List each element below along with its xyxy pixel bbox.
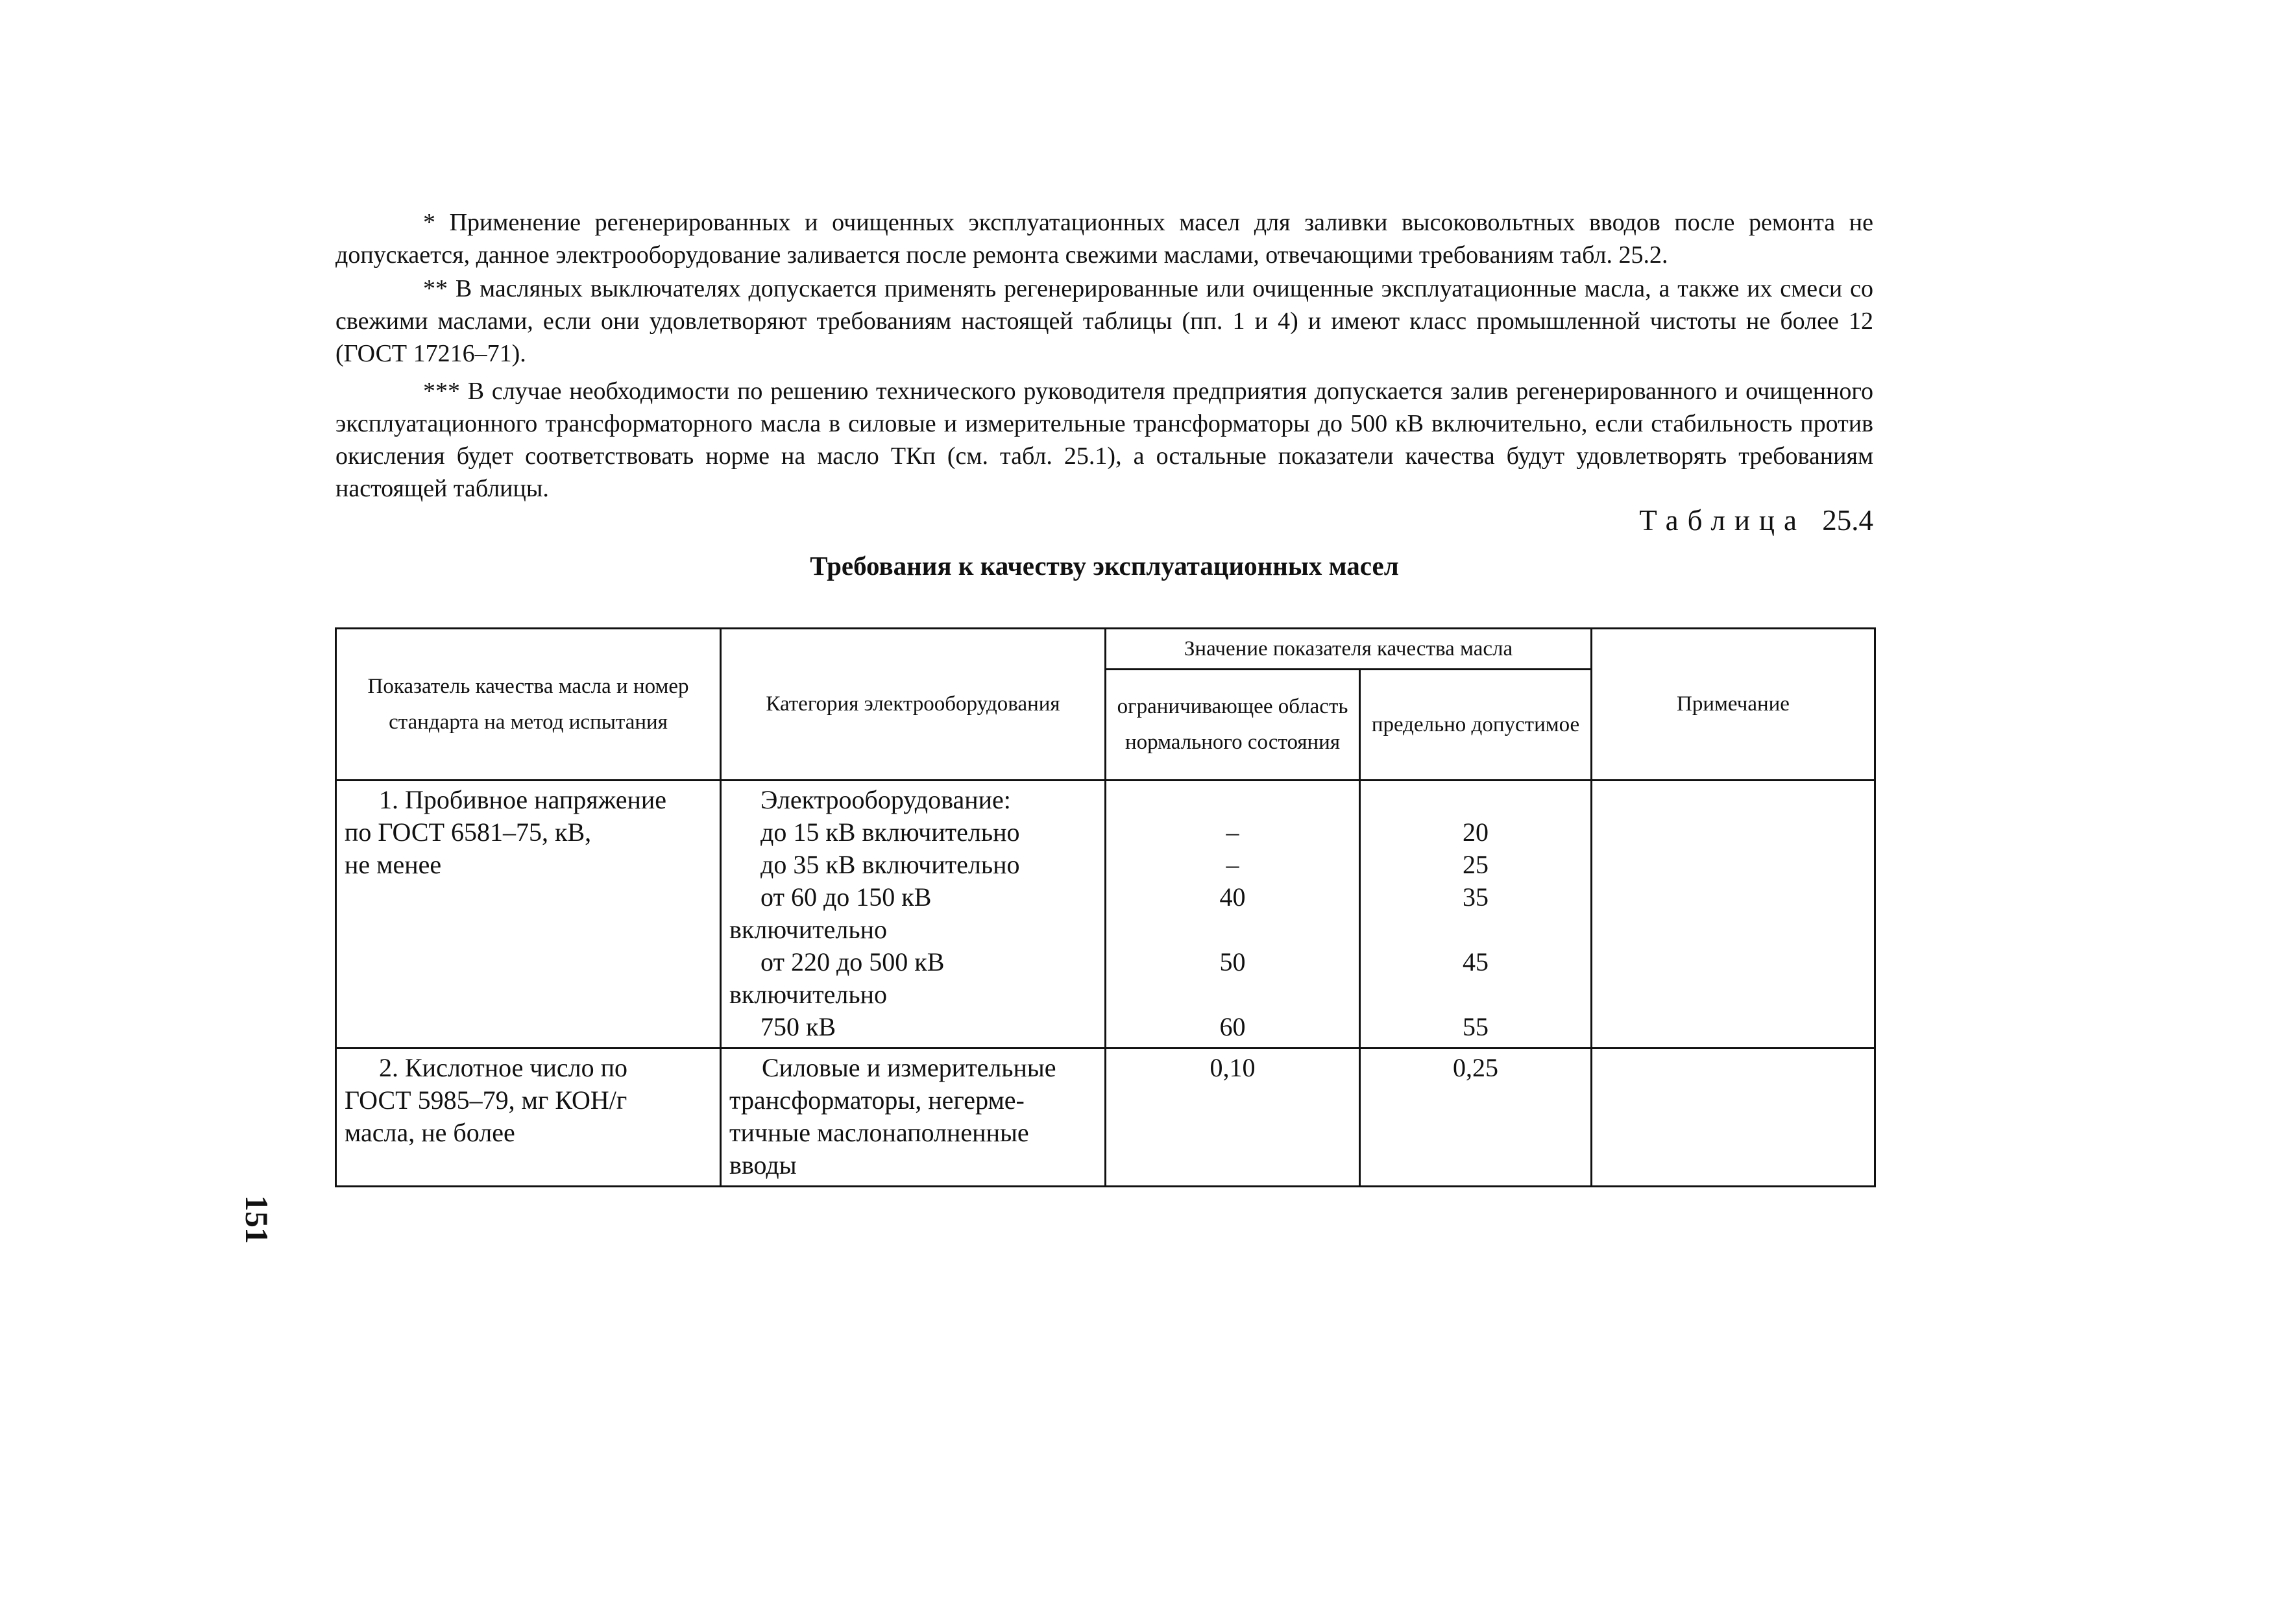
footnote-triple-asterisk: *** В случае необходимости по решению технического руководителя предприятия допускается залив регенерированного и очищенного эксплуатационного трансформаторного масла в силовые и измерительные трансформаторы до 500 кВ включительно, если стабильность против окисления будет соответствовать норме на масло ТКп (см. табл. 25.1), а остальные показатели качества будут удовлетворять требованиям настоящей таблицы. [335, 378, 1873, 502]
row1-category-line: до 35 кВ включительно [760, 850, 1020, 879]
row1-max-value: 55 [1463, 1012, 1489, 1041]
table-label [1639, 503, 1873, 537]
row1-max-spacer [1368, 914, 1583, 946]
row2-indicator [336, 1048, 721, 1187]
row2-category [721, 1048, 1106, 1187]
row2-indicator-line: масла, не более [345, 1118, 515, 1147]
row2-indicator-line: ГОСТ 5985–79, мг КОН/г [345, 1085, 627, 1115]
row1-normal-value: – [1226, 818, 1239, 847]
row1-category-line: Электрооборудование: [760, 785, 1011, 814]
row2-normal-limit: 0,10 [1106, 1048, 1360, 1187]
row1-normal-value: 40 [1219, 882, 1246, 912]
row2-indicator-line: 2. Кислотное число по [379, 1053, 628, 1082]
row1-indicator-line: не менее [345, 850, 442, 879]
row1-note [1592, 781, 1875, 1048]
row1-normal-value [1114, 784, 1351, 816]
row2-category-line: трансформаторы, негерме- [729, 1085, 1025, 1115]
header-indicator: Показатель качества масла и номер стандарта на метод испытания [336, 629, 721, 781]
row1-normal-value: – [1226, 850, 1239, 879]
row1-max-value: 45 [1463, 947, 1489, 976]
row1-max-value [1368, 784, 1583, 816]
row1-max-value: 25 [1463, 850, 1489, 879]
row1-max-spacer [1368, 978, 1583, 1011]
row1-indicator-line: по ГОСТ 6581–75, кВ, [345, 818, 592, 847]
table-title: Требования к качеству эксплуатационных масел [810, 551, 1399, 581]
header-note: Примечание [1592, 629, 1875, 781]
row2-category-line: тичные маслонаполненные [729, 1118, 1029, 1147]
row1-indicator-line: 1. Пробивное напряжение [379, 785, 667, 814]
row1-max-value: 20 [1463, 818, 1489, 847]
row1-normal-spacer [1114, 914, 1351, 946]
table-row [336, 1048, 1875, 1187]
row1-normal-value: 50 [1219, 947, 1246, 976]
footnote-double-asterisk: ** В масляных выключателях допускается применять регенерированные или очищенные эксплуатационные масла, а также их смеси со свежими маслами, если они удовлетворяют требованиям настоящей таблицы (пп. 1 и 4) и имеют класс промышленной чистоты не более 12 (ГОСТ 17216–71). [335, 275, 1873, 367]
row1-category-line: включительно [729, 980, 888, 1009]
footnote-single-asterisk: * Применение регенерированных и очищенных эксплуатационных масел для заливки высоковольтных вводов после ремонта не допускается, данное электрооборудование заливается после ремонта свежими маслами, отвечающими требованиям табл. 25.2. [335, 209, 1873, 269]
header-value-group: Значение показателя качества масла [1106, 629, 1592, 670]
table-row [336, 781, 1875, 1048]
table-header-row [336, 629, 1875, 670]
row1-category-line: 750 кВ [760, 1012, 836, 1041]
page-number: 151 [239, 1195, 275, 1244]
row1-category-line: до 15 кВ включительно [760, 818, 1020, 847]
header-normal-limit: ограничивающее область нормального состояния [1106, 670, 1360, 781]
row1-indicator [336, 781, 721, 1048]
row2-note [1592, 1048, 1875, 1187]
row1-category-line: от 220 до 500 кВ [760, 947, 945, 976]
row2-max-allowed: 0,25 [1360, 1048, 1592, 1187]
oil-quality-table [335, 627, 1876, 1187]
header-category: Категория электрооборудования [721, 629, 1106, 781]
row1-category-line: включительно [729, 915, 888, 944]
row1-category [721, 781, 1106, 1048]
footnotes [335, 206, 1873, 505]
row1-normal-limit [1106, 781, 1360, 1048]
row1-category-line: от 60 до 150 кВ [760, 882, 932, 912]
row1-normal-spacer [1114, 978, 1351, 1011]
header-max-allowed: предельно допустимое [1360, 670, 1592, 781]
row1-normal-value: 60 [1219, 1012, 1246, 1041]
row2-category-line: вводы [729, 1150, 797, 1180]
table-label-number: 25.4 [1822, 504, 1873, 537]
table-label-word: Таблица [1639, 504, 1806, 537]
row2-category-line: Силовые и измерительные [762, 1053, 1056, 1082]
row1-max-allowed [1360, 781, 1592, 1048]
row1-max-value: 35 [1463, 882, 1489, 912]
